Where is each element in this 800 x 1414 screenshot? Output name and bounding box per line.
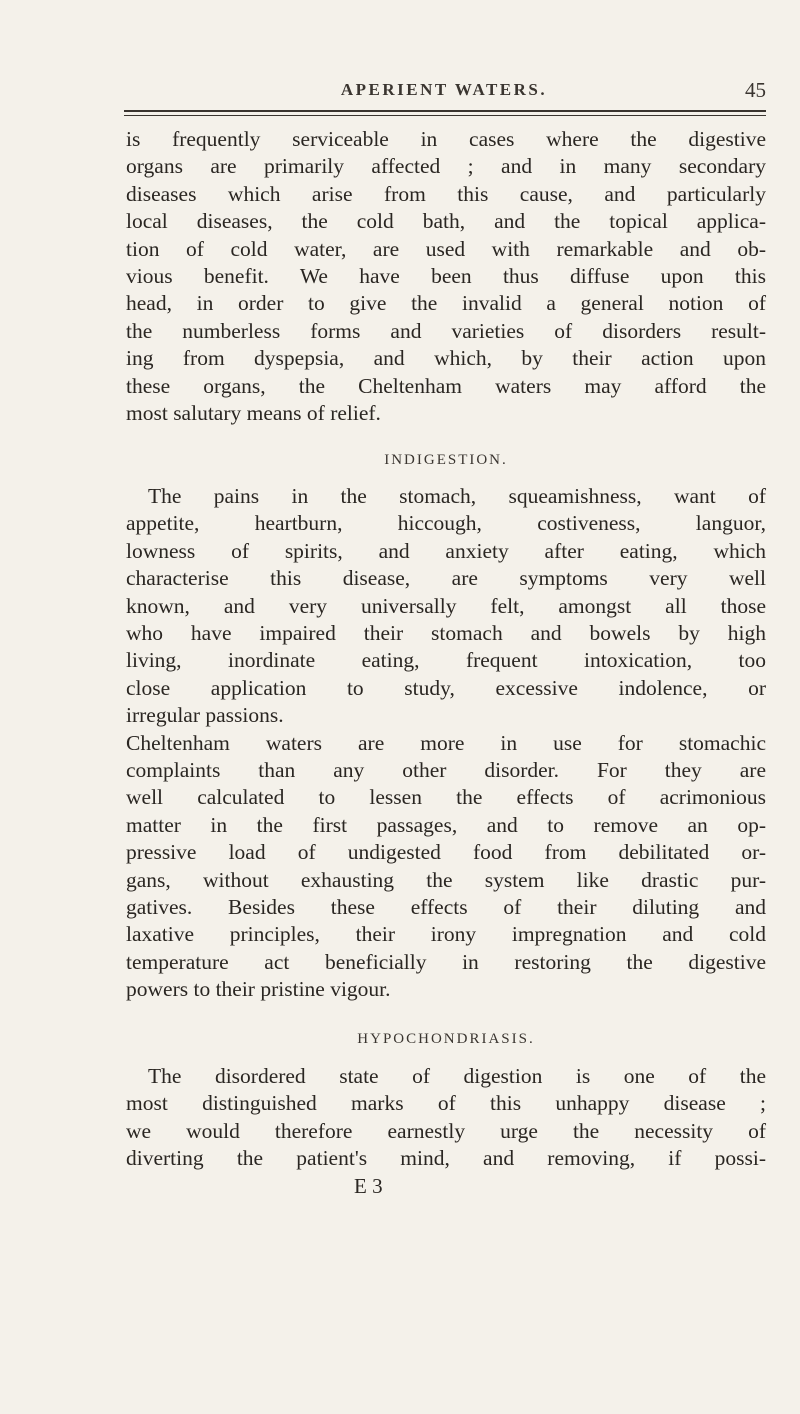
text-line: diverting the patient's mind, and removing, if possi- (126, 1146, 766, 1171)
text-line: local diseases, the cold bath, and the topical applica- (126, 209, 766, 234)
body-text (126, 126, 766, 1200)
text-line: The disordered state of digestion is one of the (148, 1064, 766, 1088)
running-head (124, 78, 766, 108)
text-line: is frequently serviceable in cases where the digestive (126, 127, 766, 151)
header-rule (124, 110, 766, 112)
page-number: 45 (745, 78, 766, 102)
text-line: irregular passions. (126, 703, 284, 728)
text-line: lowness of spirits, and anxiety after eating, which (126, 538, 766, 563)
text-line: we would therefore earnestly urge the necessity of (126, 1118, 766, 1143)
section-heading-hypochondriasis: HYPOCHONDRIASIS. (357, 1030, 535, 1047)
text-line: ing from dyspepsia, and which, by their action upon (126, 346, 766, 371)
text-line: the numberless forms and varieties of disorders result- (126, 318, 766, 343)
text-line: living, inordinate eating, frequent intoxication, too (126, 648, 766, 673)
text-line: gatives. Besides these effects of their diluting and (126, 894, 766, 919)
text-line: these organs, the Cheltenham waters may afford the (126, 373, 766, 398)
running-title: APERIENT WATERS. (340, 80, 548, 99)
text-line: Cheltenham waters are more in use for stomachic (126, 730, 766, 755)
section-heading-indigestion: INDIGESTION. (384, 452, 508, 469)
paragraph-4 (126, 1063, 766, 1173)
text-line: most salutary means of relief. (126, 401, 381, 426)
text-line: known, and very universally felt, amongst all those (126, 593, 766, 618)
text-line: The pains in the stomach, squeamishness, want of (148, 483, 766, 508)
text-line: tion of cold water, are used with remarkable and ob- (126, 236, 766, 261)
text-line: laxative principles, their irony impregnation and cold (126, 922, 766, 947)
text-line: matter in the first passages, and to remove an op- (126, 812, 766, 837)
paragraph-3 (126, 730, 766, 1004)
text-line: most distinguished marks of this unhappy disease ; (126, 1091, 766, 1116)
header-rule-thin (124, 115, 766, 116)
paragraph-2 (126, 483, 766, 730)
paragraph-1 (126, 126, 766, 427)
text-line: pressive load of undigested food from debilitated or- (126, 840, 766, 865)
signature-mark: E 3 (354, 1173, 383, 1198)
text-line: gans, without exhausting the system like drastic pur- (126, 867, 766, 892)
text-line: well calculated to lessen the effects of acrimonious (126, 785, 766, 810)
text-line: temperature act beneficially in restoring the digestive (126, 949, 766, 974)
text-line: head, in order to give the invalid a general notion of (126, 291, 766, 316)
text-line: close application to study, excessive indolence, or (126, 675, 766, 700)
text-line: organs are primarily affected ; and in many secondary (126, 154, 766, 179)
text-line: powers to their pristine vigour. (126, 977, 391, 1002)
text-line: characterise this disease, are symptoms very well (126, 566, 766, 591)
text-line: who have impaired their stomach and bowels by high (126, 620, 766, 645)
text-line: vious benefit. We have been thus diffuse upon this (126, 264, 766, 289)
text-line: appetite, heartburn, hiccough, costiveness, languor, (126, 511, 766, 536)
text-line: diseases which arise from this cause, and particularly (126, 181, 766, 206)
text-line: complaints than any other disorder. For they are (126, 757, 766, 782)
